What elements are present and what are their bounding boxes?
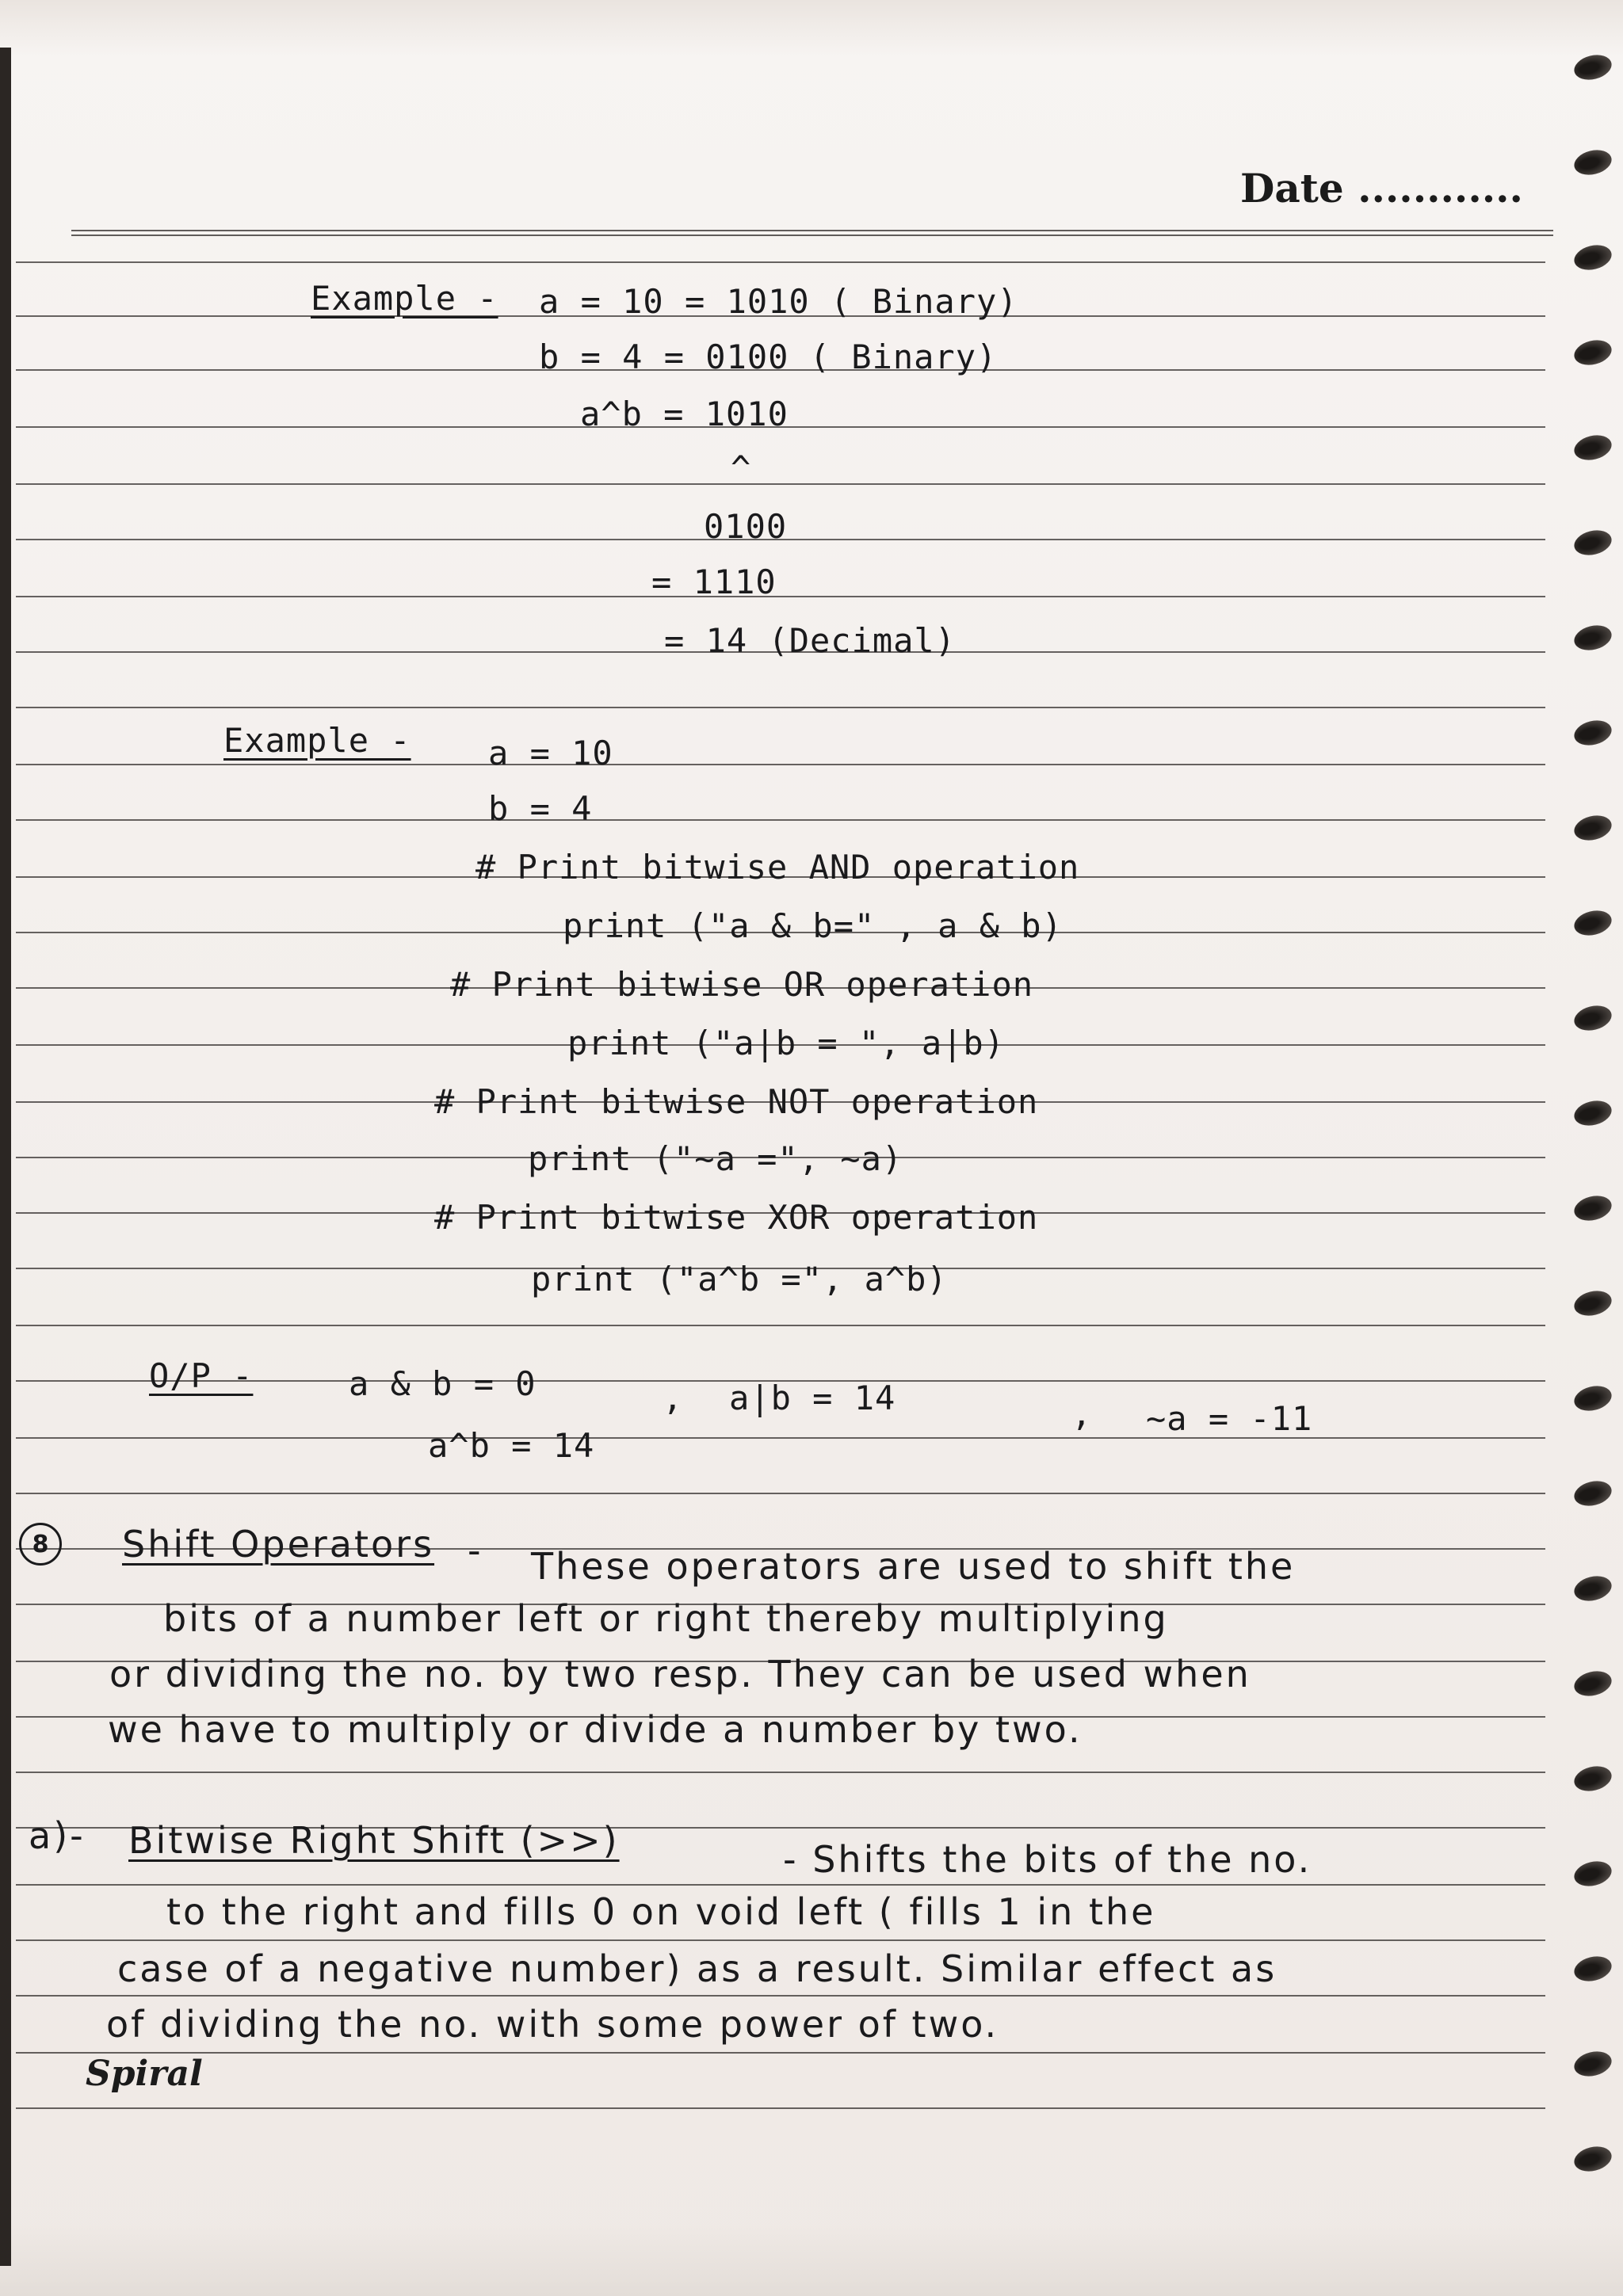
spiral-hole-icon — [1571, 147, 1614, 179]
code-comment-line: # Print bitwise OR operation — [450, 965, 1034, 1004]
code-line: print ("a|b = ", a|b) — [567, 1024, 1006, 1062]
header-rule — [71, 230, 1553, 236]
heading-dash: - — [468, 1529, 483, 1572]
output-not-result: ~a = -11 — [1146, 1399, 1313, 1438]
spiral-hole-icon — [1571, 1573, 1614, 1605]
xor-example-line: ^ — [731, 448, 752, 487]
spiral-hole-icon — [1571, 242, 1614, 274]
spiral-hole-icon — [1571, 1002, 1614, 1035]
code-comment-line: # Print bitwise NOT operation — [434, 1082, 1039, 1121]
page-top-shadow — [0, 0, 1623, 55]
ruled-line — [16, 1884, 1545, 1886]
ruled-line — [16, 1437, 1545, 1439]
shift-operators-heading: Shift Operators — [122, 1523, 435, 1566]
output-separator: , — [1071, 1394, 1093, 1433]
code-example-label: Example - — [223, 721, 411, 760]
right-shift-text-line: case of a negative number) as a result. Similar effect as — [117, 1947, 1277, 1990]
output-label: O/P - — [149, 1356, 254, 1395]
ruled-line — [16, 707, 1545, 708]
spiral-hole-icon — [1571, 1287, 1614, 1320]
right-shift-text-line: - Shifts the bits of the no. — [783, 1838, 1312, 1881]
ruled-line — [16, 819, 1545, 821]
xor-example-line: b = 4 = 0100 ( Binary) — [539, 338, 998, 376]
spiral-hole-icon — [1571, 432, 1614, 464]
ruled-line — [16, 1995, 1545, 1997]
spiral-hole-icon — [1571, 1383, 1614, 1415]
code-line: a = 10 — [488, 734, 613, 772]
right-shift-text-line: of dividing the no. with some power of two. — [106, 2003, 999, 2046]
brand-logo: Spiral — [86, 2054, 203, 2094]
xor-example-line: a = 10 = 1010 ( Binary) — [539, 282, 1018, 321]
code-comment-line: # Print bitwise AND operation — [475, 848, 1080, 887]
xor-example-label: Example - — [311, 279, 498, 318]
spiral-hole-icon — [1571, 337, 1614, 369]
right-shift-text-line: to the right and fills 0 on void left ( fills 1 in the — [166, 1890, 1156, 1933]
spiral-hole-icon — [1571, 2143, 1614, 2176]
code-line: print ("a^b =", a^b) — [531, 1260, 948, 1299]
ruled-line — [16, 764, 1545, 765]
page-left-edge — [0, 48, 11, 2266]
ruled-line — [16, 1493, 1545, 1494]
xor-example-line: a^b = 1010 — [580, 395, 789, 433]
ruled-line — [16, 2052, 1545, 2054]
spiral-hole-icon — [1571, 717, 1614, 749]
output-and-result: a & b = 0 — [349, 1364, 537, 1403]
subsection-marker: a)- — [29, 1814, 86, 1857]
spiral-hole-icon — [1571, 907, 1614, 940]
output-xor-result: a^b = 14 — [428, 1426, 595, 1465]
spiral-binding — [1536, 0, 1623, 2296]
code-comment-line: # Print bitwise XOR operation — [434, 1198, 1039, 1237]
ruled-line — [16, 1939, 1545, 1941]
spiral-hole-icon — [1571, 1097, 1614, 1130]
xor-example-line: = 14 (Decimal) — [664, 621, 957, 660]
shift-text-line: bits of a number left or right thereby multiplying — [163, 1597, 1169, 1640]
page-bottom-shadow — [0, 2225, 1623, 2296]
spiral-hole-icon — [1571, 1478, 1614, 1510]
spiral-hole-icon — [1571, 1192, 1614, 1225]
date-label: Date ............ — [1240, 165, 1523, 212]
spiral-hole-icon — [1571, 51, 1614, 84]
ruled-line — [16, 483, 1545, 485]
ruled-line — [16, 2107, 1545, 2109]
ruled-line — [16, 596, 1545, 597]
section-number-badge: 8 — [19, 1523, 62, 1566]
spiral-hole-icon — [1571, 1668, 1614, 1700]
shift-text-line: or dividing the no. by two resp. They can be used when — [109, 1653, 1251, 1695]
code-line: print ("~a =", ~a) — [528, 1139, 903, 1178]
xor-example-line: = 1110 — [651, 563, 777, 601]
ruled-line — [16, 1772, 1545, 1773]
spiral-hole-icon — [1571, 622, 1614, 654]
ruled-line — [16, 1325, 1545, 1326]
output-or-result: a|b = 14 — [729, 1379, 896, 1417]
spiral-hole-icon — [1571, 1763, 1614, 1795]
output-separator: , — [663, 1379, 684, 1417]
code-line: print ("a & b=" , a & b) — [563, 906, 1063, 945]
shift-text-line: These operators are used to shift the — [531, 1545, 1296, 1588]
shift-text-line: we have to multiply or divide a number by two. — [108, 1708, 1083, 1751]
spiral-hole-icon — [1571, 1858, 1614, 1890]
spiral-hole-icon — [1571, 812, 1614, 845]
spiral-hole-icon — [1571, 2048, 1614, 2081]
xor-example-line: 0100 — [704, 507, 788, 546]
ruled-line — [16, 261, 1545, 263]
spiral-hole-icon — [1571, 527, 1614, 559]
spiral-hole-icon — [1571, 1953, 1614, 1985]
code-line: b = 4 — [488, 789, 593, 828]
right-shift-heading: Bitwise Right Shift (>>) — [128, 1819, 620, 1862]
